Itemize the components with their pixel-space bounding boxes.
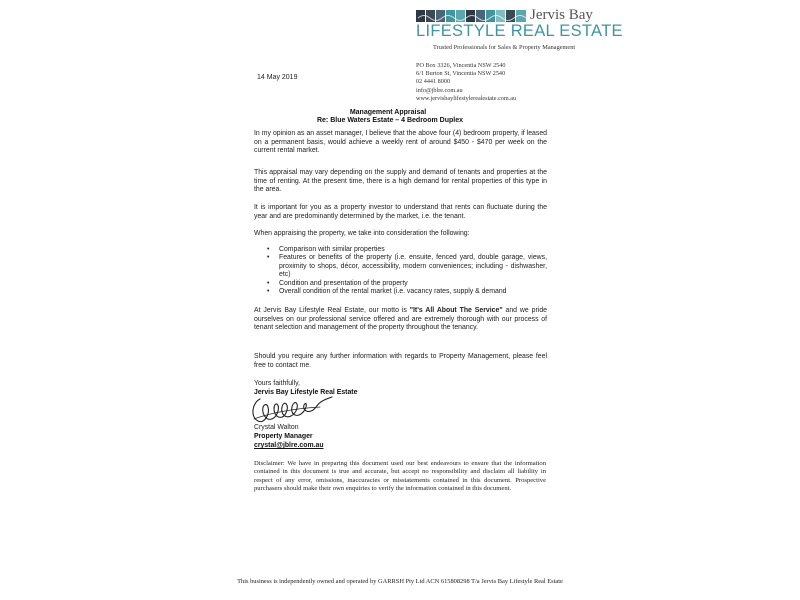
letter-date: 14 May 2019 [257, 74, 298, 81]
page-footer: This business is independently owned and operated by GARRSH Pty Ltd ACN 615808298 T/a Jervis Bay Lifestyle Real Estate [237, 578, 563, 585]
signatory-email-link[interactable]: crystal@jblre.com.au [254, 442, 324, 449]
signatory-name: Crystal Walton [254, 424, 299, 431]
motto-paragraph [254, 307, 547, 333]
phone-number: 02 4441 8000 [416, 78, 451, 86]
logo-subtitle: LIFESTYLE REAL ESTATE [416, 22, 623, 40]
paragraph: This appraisal may vary depending on the supply and demand of tenants and properties at the time of renting. At the present time, there is a high demand for rental properties of this type in the area. [254, 169, 547, 193]
logo-name: Jervis Bay [530, 7, 593, 23]
address-line: 6/1 Burton St, Vincentia NSW 2540 [416, 70, 506, 78]
address-block [416, 62, 516, 103]
motto: "It's All About The Service" [409, 307, 503, 314]
list-item: • Features or benefits of the property (i.e. ensuite, fenced yard, double garage, views, proximity to shops, décor, accessibility, modern conveniences; including - dishwasher, etc) [267, 254, 547, 279]
motto-text-before: At Jervis Bay Lifestyle Real Estate, our motto is [254, 307, 410, 314]
motto-text-after: and we pride ourselves on our professional service offered and are extremely thorough with our process of tenant selection and management of the property throughout the tenancy. [254, 307, 547, 331]
tagline: Trusted Professionals for Sales & Property Management [433, 44, 576, 51]
letter-subject: Re: Blue Waters Estate – 4 Bedroom Duplex [316, 117, 463, 124]
consideration-list [267, 246, 547, 296]
list-item: • Comparison with similar properties [267, 246, 547, 254]
website-address: www.jervisbaylifestylerealestate.com.au [416, 94, 517, 102]
letter-heading: Management Appraisal [349, 109, 427, 116]
company-name: Jervis Bay Lifestyle Real Estate [254, 389, 358, 396]
disclaimer: Disclaimer: We have in preparing this document used our best endeavours to ensure that the information contained in this document is true and accurate, but accept no responsibility and disclaim all liability in respect of any error, omissions, inaccuracies or misstatements contained in this document. Prospective purchasers should make their own enquiries to verify the information contained in this document. [254, 460, 546, 492]
address-line: PO Box 3326, Vincentia NSW 2540 [416, 62, 506, 69]
signatory-title: Property Manager [254, 433, 313, 440]
list-item: • Overall condition of the rental market (i.e. vacancy rates, supply & demand [267, 288, 547, 296]
list-item: • Condition and presentation of the property [267, 280, 547, 288]
handwritten-signature [250, 393, 340, 427]
email-address: info@jblre.com.au [416, 86, 463, 94]
sign-off: Yours faithfully, [254, 380, 300, 387]
paragraph: It is important for you as a property investor to understand that rents can fluctuate during the year and are predominantly determined by the market, i.e. the tenant. [254, 204, 547, 220]
logo-bars-icon [416, 10, 528, 22]
paragraph: In my opinion as an asset manager, I believe that the above four (4) bedroom property, if leased on a permanent basis, would achieve a weekly rent of around $450 - $470 per week on the current rental market. [254, 130, 547, 154]
paragraph: When appraising the property, we take into consideration the following: [254, 230, 470, 237]
closing-paragraph: Should you require any further information with regards to Property Management, please feel free to contact me. [254, 353, 547, 369]
